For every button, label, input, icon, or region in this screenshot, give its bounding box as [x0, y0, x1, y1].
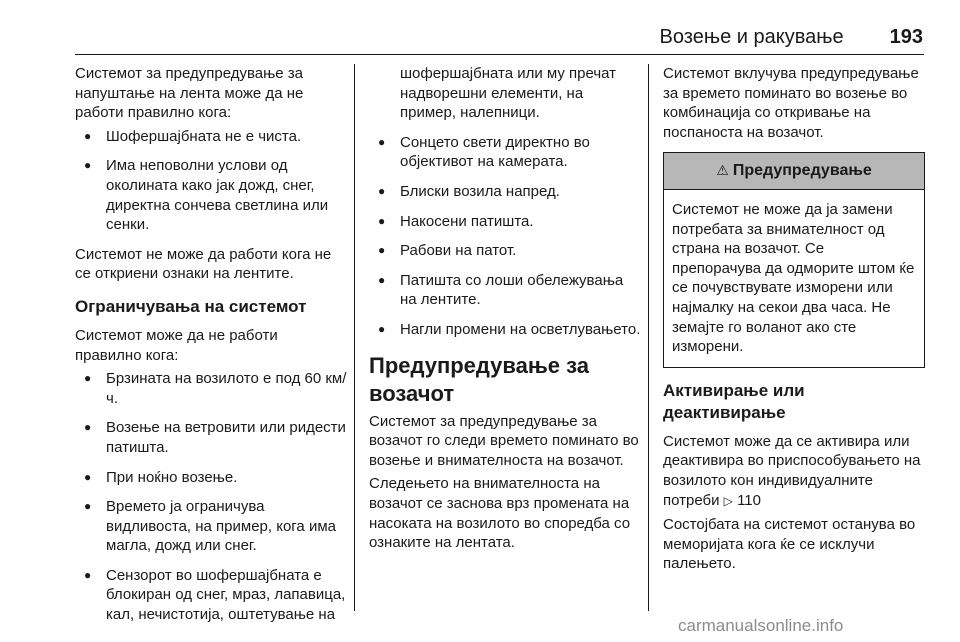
warning-title: Предупредување — [732, 162, 872, 180]
driver-warning-paragraph: Системот за предупредување за возачот го следи времето поминато во возење и внимателноста на возачот. — [369, 412, 639, 469]
column-3 — [663, 64, 925, 578]
header-rule — [75, 54, 924, 55]
intro-paragraph: Системот за предупредување за напуштање на лента може да не работи правилно кога: — [75, 65, 304, 122]
warning-header — [664, 153, 924, 190]
activation-text: Системот може да се активира или деактивира во приспособувањето на возилото кон индивидуалните потреби — [663, 432, 921, 509]
section-heading-limitations: Ограничувања на системот — [75, 296, 307, 316]
warning-triangle-icon: ⚠ — [716, 162, 729, 179]
section-heading-activation: Активирање или деактивирање — [663, 380, 805, 422]
list-item: ● Сензорот во шофершајбната е блокиран од снег, мраз, лапавица, кал, нечистотија, оштетување на — [75, 566, 347, 625]
list-item: ● Накосени патишта. — [369, 212, 641, 232]
list-item: ● Шофершајбната не е чиста. — [75, 127, 347, 147]
limitations-list — [75, 369, 347, 625]
column-divider-2 — [648, 64, 649, 611]
attention-monitoring-paragraph: Следењето на внимателноста на возачот се заснова врз промената на насоката на возилото во споредба со ознаките на лентата. — [369, 475, 631, 552]
page-header — [0, 26, 923, 49]
column-divider-1 — [354, 64, 355, 611]
limitations-list-continued — [369, 133, 641, 340]
list-item: ● Нагли промени на осветлувањето. — [369, 320, 641, 340]
section-heading-driver-warning: Предупредување за возачот — [369, 352, 590, 406]
no-markings-paragraph: Системот не може да работи кога не се откриени ознаки на лентите. — [75, 245, 332, 283]
activation-paragraph — [663, 432, 925, 511]
page-number: 193 — [889, 26, 923, 48]
header-title: Возење и ракување — [659, 26, 844, 48]
list-item: ● Времето ја ограничува видливоста, на пример, кога има магла, дожд или снег. — [75, 497, 347, 556]
column-2 — [369, 64, 641, 557]
list-item: ● Блиски возила напред. — [369, 182, 641, 202]
system-includes-paragraph: Системот вклучува предупредување за времето поминато во возење во комбинација со откривање на поспаноста на возачот. — [663, 65, 919, 141]
list-item: ● При ноќно возење. — [75, 468, 347, 488]
page-reference-link[interactable]: 110 — [737, 491, 761, 509]
warning-body: Системот не може да ја замени потребата за внимателност од страна на возачот. Се препорачува да одморите штом ќе се почувствувате изморени или најмалку на секои два часа. Не земајте го воланот ако сте изморени. — [672, 200, 915, 356]
list-item: ● Патишта со лоши обележувања на лентите. — [369, 271, 641, 310]
memory-paragraph: Состојбата на системот останува во меморијата кога ќе се исклучи палењето. — [663, 516, 916, 573]
list-item: ● Има неповолни услови од околината како јак дожд, снег, директна сончева светлина или сенки. — [75, 156, 347, 234]
list-item: ● Возење на ветровити или ридести патишта. — [75, 418, 347, 457]
limitations-intro: Системот може да не работи правилно кога: — [75, 326, 278, 364]
list-item: ● Рабови на патот. — [369, 241, 641, 261]
continued-list-text: шофершајбната или му пречат надворешни елементи, на пример, налепници. — [400, 65, 617, 122]
warning-box — [663, 152, 925, 367]
list-item: ● Сонцето свети директно во објективот на камерата. — [369, 133, 641, 172]
arrow-reference-icon: ▷ — [723, 493, 733, 508]
column-1 — [75, 64, 347, 635]
watermark: carmanualsonline.info — [678, 616, 844, 635]
conditions-list — [75, 127, 347, 235]
list-item: ● Брзината на возилото е под 60 км/ч. — [75, 369, 347, 408]
